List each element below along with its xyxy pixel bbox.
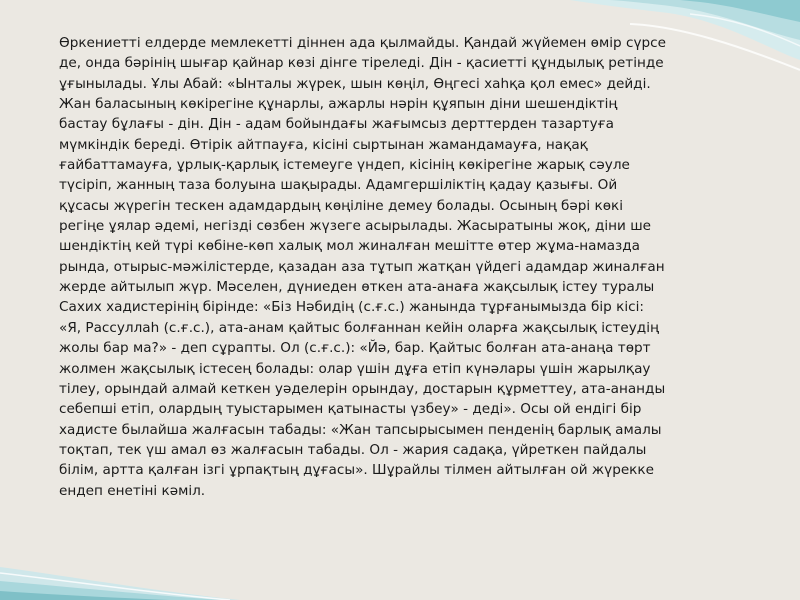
text-line: рында, отырыс-мәжілістерде, қазадан аза тұтып жатқан үйдегі адамдар жиналған	[59, 258, 665, 275]
text-line: жерде айтылып жүр. Мәселен, дүниеден өткен ата-анаға жақсылық істеу туралы	[59, 279, 655, 296]
text-line: құсасы жүрегін тескен адамдардың көңіліне демеу болады. Осының бәрі көкі	[59, 197, 624, 214]
bottom-left-wave-graphic	[0, 555, 240, 600]
text-line: мүмкіндік береді. Өтірік айтпауға, кісіні сыртынан жамандамауға, нақақ	[59, 136, 588, 153]
text-line: білім, артта қалған ізгі ұрпақтың дұғасы». Шұрайлы тілмен айтылған ой жүрекке	[59, 462, 654, 479]
text-line: ұғынылады. Ұлы Абай: «Ынталы жүрек, шын көңіл, Өңгесі хаһқа қол емес» дейді.	[59, 75, 651, 92]
text-line: «Я, Рассуллаһ (с.ғ.с.), ата-анам қайтыс болғаннан кейін оларға жақсылық істеудің	[59, 319, 659, 336]
text-line: Жан баласының көкірегіне құнарлы, ажарлы нәрін құяпын діни шешендіктің	[59, 96, 618, 113]
text-line: шендіктің кей түрі көбіне-көп халық мол жиналған мешітте өтер жұма-намазда	[59, 238, 640, 255]
text-line: жолы бар ма?» - деп сұрапты. Ол (с.ғ.с.): «Йә, бар. Қайтыс болған ата-анаңа төрт	[59, 340, 651, 357]
text-line: тоқтап, тек үш амал өз жалғасын табады. Ол - жария садақа, үйреткен пайдалы	[59, 441, 647, 458]
text-line: тілеу, орындай алмай кеткен уәделерін орындау, достарын құрметтеу, ата-ананды	[59, 380, 666, 397]
text-line: хадисте былайша жалғасын табады: «Жан тапсырысымен пенденің барлық амалы	[59, 421, 662, 438]
text-line: себепші етіп, олардың туыстарымен қатынасты үзбеу» - деді». Осы ой ендігі бір	[59, 401, 642, 418]
text-line: Сахих хадистерінің бірінде: «Біз Нәбидің (с.ғ.с.) жанында тұрғанымызда бір кісі:	[59, 299, 644, 316]
bottom-left-decoration	[0, 555, 240, 600]
text-line: де, онда бәрінің шығар қайнар көзі дінге тіреледі. Дін - қасиетті құндылық ретінде	[59, 55, 664, 72]
slide-body-text	[59, 33, 745, 501]
text-line: регіңе ұялар әдемі, негізді сөзбен жүзеге асырылады. Жасыратыны жоқ, діни ше	[59, 218, 652, 235]
text-line: бастау бұлағы - дін. Дін - адам бойындағы жағымсыз дерттерден тазартуға	[59, 116, 614, 133]
text-line: ғайбаттамауға, ұрлық-қарлық істемеуге үндеп, кісінің көкірегіне жарық сәуле	[59, 157, 630, 174]
text-line: түсіріп, жанның таза болуына шақырады. Адамгершіліктің қадау қазығы. Ой	[59, 177, 618, 194]
text-line: жолмен жақсылық істесең болады: олар үшін дұға етіп күнәлары үшін жарылқау	[59, 360, 651, 377]
text-line: ендеп енетіні кәміл.	[59, 482, 206, 499]
text-line: Өркениетті елдерде мемлекетті діннен ада қылмайды. Қандай жүйемен өмір сүрсе	[59, 35, 666, 51]
